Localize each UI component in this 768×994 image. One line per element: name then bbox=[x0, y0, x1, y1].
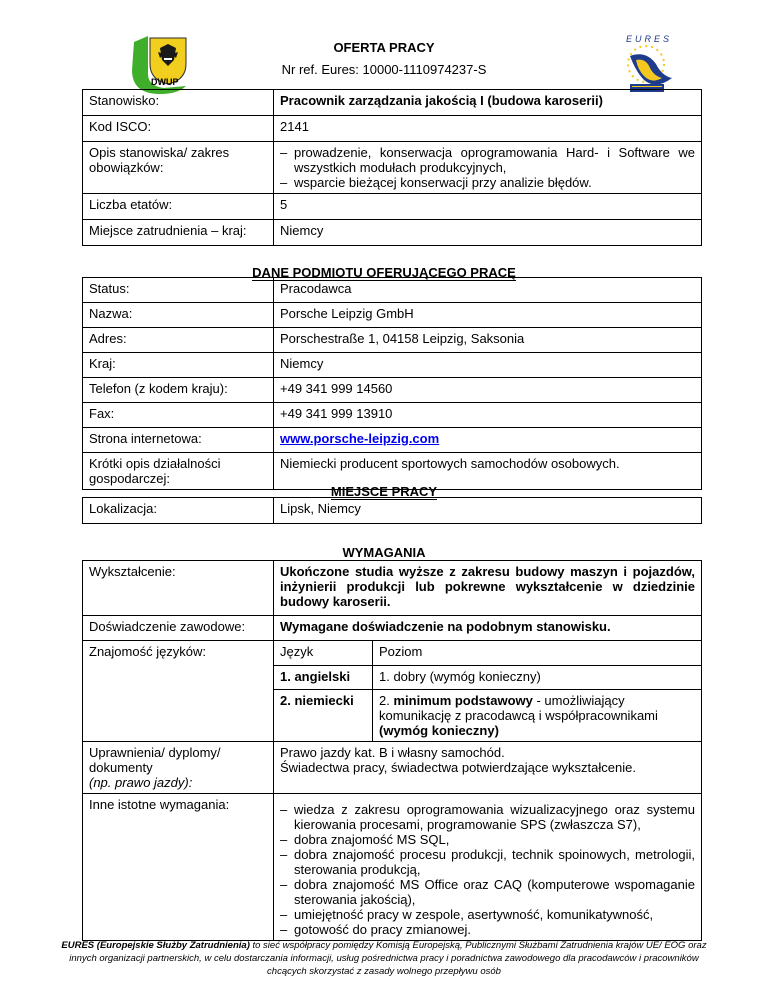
requirements-section-title bbox=[0, 545, 768, 560]
workplace-table bbox=[82, 497, 702, 524]
language-row bbox=[274, 665, 701, 689]
location-value: Lipsk, Niemcy bbox=[274, 498, 702, 524]
location-label: Lokalizacja: bbox=[83, 498, 274, 524]
other-requirements-row bbox=[83, 793, 702, 940]
experience-label: Doświadczenie zawodowe: bbox=[83, 616, 274, 641]
employer-row bbox=[83, 428, 702, 453]
employer-row bbox=[83, 378, 702, 403]
education-value: Ukończone studia wyższe z zakresu budowy maszyn i pojazdów, inżynierii produkcji lub pokrewne wykształcenie w dziedzinie budowy karoserii. bbox=[274, 561, 702, 616]
duties-label: Opis stanowiska/ zakres obowiązków: bbox=[83, 142, 274, 194]
website-cell bbox=[274, 428, 702, 453]
employer-row bbox=[83, 278, 702, 303]
employer-row bbox=[83, 353, 702, 378]
language-level-bold: minimum podstawowy bbox=[393, 692, 533, 708]
workplace-row bbox=[83, 498, 702, 524]
language-level-value: 1. dobry (wymóg konieczny) bbox=[379, 668, 541, 684]
name-value: Porsche Leipzig GmbH bbox=[274, 303, 702, 328]
employer-row bbox=[83, 328, 702, 353]
duty-item: – prowadzenie, konserwacja oprogramowania Hard- i Software we wszystkich modułach produkcyjnych, bbox=[280, 145, 695, 175]
country-value: Niemcy bbox=[274, 220, 702, 246]
duty-item: – wsparcie bieżącej konserwacji przy analizie błędów. bbox=[280, 175, 695, 190]
address-label: Adres: bbox=[83, 328, 274, 353]
employer-row bbox=[83, 403, 702, 428]
licenses-label-line: Uprawnienia/ dyplomy/ dokumenty bbox=[89, 744, 221, 775]
positions-count-value: 5 bbox=[274, 194, 702, 220]
reference-number: Nr ref. Eures: 10000-1110974237-S bbox=[281, 62, 487, 77]
website-label: Strona internetowa: bbox=[83, 428, 274, 453]
business-description-label: Krótki opis działalności gospodarczej: bbox=[83, 453, 274, 490]
licenses-value bbox=[274, 741, 702, 793]
employer-row bbox=[83, 303, 702, 328]
language-level-rest: - umożliwiający komunikację z pracodawcą i współpracownikami bbox=[379, 692, 658, 723]
dwup-logo-text: DWUP bbox=[151, 77, 179, 87]
requirement-item: – gotowość do pracy zmianowej. bbox=[280, 922, 695, 937]
language-row bbox=[274, 689, 701, 741]
licenses-label-example: (np. prawo jazdy): bbox=[89, 774, 193, 790]
license-line: Prawo jazdy kat. B i własny samochód. bbox=[280, 744, 505, 760]
offer-row-isco bbox=[83, 116, 702, 142]
offer-row-duties bbox=[83, 142, 702, 194]
requirement-item: – umiejętność pracy w zespole, asertywność, komunikatywność, bbox=[280, 907, 695, 922]
requirements-section-title-text: WYMAGANIA bbox=[342, 545, 426, 560]
position-value: Pracownik zarządzania jakością I (budowa karoserii) bbox=[274, 90, 702, 116]
requirements-table bbox=[82, 560, 702, 941]
education-label: Wykształcenie: bbox=[83, 561, 274, 616]
employer-section-title-text: DANE PODMIOTU OFERUJĄCEGO PRACĘ bbox=[252, 265, 516, 280]
positions-count-label: Liczba etatów: bbox=[83, 194, 274, 220]
language-level-requirement: (wymóg konieczny) bbox=[379, 722, 499, 738]
requirement-item: – dobra znajomość procesu produkcji, technik spoinowych, metrologii, sterowania produkcją, bbox=[280, 847, 695, 877]
employer-table bbox=[82, 277, 702, 490]
languages-table bbox=[274, 641, 701, 741]
name-label: Nazwa: bbox=[83, 303, 274, 328]
license-line: Świadectwa pracy, świadectwa potwierdzające wykształcenie. bbox=[280, 759, 636, 775]
offer-row-positions-count bbox=[83, 194, 702, 220]
isco-label: Kod ISCO: bbox=[83, 116, 274, 142]
languages-row bbox=[83, 641, 702, 742]
employer-country-label: Kraj: bbox=[83, 353, 274, 378]
language-level bbox=[373, 689, 702, 741]
footer-note bbox=[60, 939, 708, 978]
website-link[interactable]: www.porsche-leipzig.com bbox=[280, 431, 440, 446]
level-header: Poziom bbox=[373, 641, 702, 665]
employer-country-value: Niemcy bbox=[274, 353, 702, 378]
experience-value: Wymagane doświadczenie na podobnym stanowisku. bbox=[274, 616, 702, 641]
experience-row bbox=[83, 616, 702, 641]
status-label: Status: bbox=[83, 278, 274, 303]
language-name: 1. angielski bbox=[274, 665, 373, 689]
footer-bold: EURES (Europejskie Służby Zatrudnienia) bbox=[61, 940, 250, 951]
language-level-prefix: 2. bbox=[379, 692, 394, 708]
education-row bbox=[83, 561, 702, 616]
position-label: Stanowisko: bbox=[83, 90, 274, 116]
phone-label: Telefon (z kodem kraju): bbox=[83, 378, 274, 403]
other-requirements-value bbox=[274, 793, 702, 940]
fax-label: Fax: bbox=[83, 403, 274, 428]
offer-table bbox=[82, 89, 702, 246]
languages-cell bbox=[274, 641, 702, 742]
licenses-row bbox=[83, 741, 702, 793]
requirement-item: – dobra znajomość MS SQL, bbox=[280, 832, 695, 847]
licenses-label bbox=[83, 741, 274, 793]
language-header: Język bbox=[274, 641, 373, 665]
requirement-item: – dobra znajomość MS Office oraz CAQ (komputerowe wspomaganie sterowania jakością), bbox=[280, 877, 695, 907]
languages-header-row bbox=[274, 641, 701, 665]
language-level bbox=[373, 665, 702, 689]
fax-value: +49 341 999 13910 bbox=[274, 403, 702, 428]
offer-row-position bbox=[83, 90, 702, 116]
page-title: OFERTA PRACY bbox=[333, 40, 435, 55]
language-name: 2. niemiecki bbox=[274, 689, 373, 741]
footer-text: to sieć współpracy pomiędzy Komisją Europejską, Publicznymi Służbami Zatrudnienia krajów UE/ EOG oraz innych organizacji partnerskich, w celu dostarczania informacji, usług pośrednictwa pracy i poradnictwa zawodowego dla pracodawców i pracowników chcących skorzystać z zasady wolnego przepływu osób bbox=[69, 940, 707, 977]
country-label: Miejsce zatrudnienia – kraj: bbox=[83, 220, 274, 246]
offer-row-country bbox=[83, 220, 702, 246]
other-requirements-label: Inne istotne wymagania: bbox=[83, 793, 274, 940]
eures-logo-text: EURES bbox=[626, 34, 673, 44]
isco-value: 2141 bbox=[274, 116, 702, 142]
business-description-value: Niemiecki producent sportowych samochodów osobowych. bbox=[274, 453, 702, 490]
address-value: Porschestraße 1, 04158 Leipzig, Saksonia bbox=[274, 328, 702, 353]
phone-value: +49 341 999 14560 bbox=[274, 378, 702, 403]
workplace-section-title-text: MIEJSCE PRACY bbox=[330, 484, 438, 499]
languages-label: Znajomość języków: bbox=[83, 641, 274, 742]
requirement-item: – wiedza z zakresu oprogramowania wizualizacyjnego oraz systemu kierowania procesami, programowanie SPS (zwłaszcza S7), bbox=[280, 802, 695, 832]
status-value: Pracodawca bbox=[274, 278, 702, 303]
duties-value bbox=[274, 142, 702, 194]
